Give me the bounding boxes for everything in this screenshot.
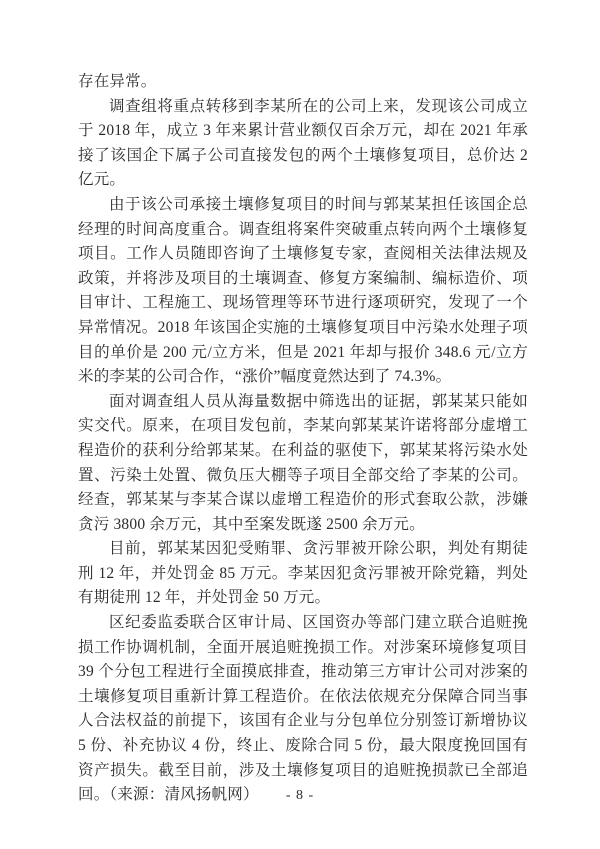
page-footer	[0, 786, 600, 804]
paragraph: 调查组将重点转移到李某所在的公司上来，发现该公司成立于 2018 年，成立 3 年来累计营业额仅百余万元，却在 2021 年承接了该国企下属子公司直接发包的两个土壤修复项目，总价达 2 亿元。	[78, 97, 528, 189]
page-number: - 8 -	[285, 788, 315, 803]
paragraph: 由于该公司承接土壤修复项目的时间与郭某某担任该国企总经理的时间高度重合。调查组将案件突破重点转向两个土壤修复项目。工作人员随即咨询了土壤修复专家，查阅相关法律法规及政策，并将涉及项目的土壤调查、修复方案编制、编标造价、项目审计、工程施工、现场管理等环节进行逐项研究，发现了一个异常情况。2018 年该国企实施的土壤修复项目中污染水处理子项目的单价是 200 元/立方米，但是 2021 年却与报价 348.6 元/立方米的李某的公司合作，“涨价”幅度竟然达到了 74.3%。	[78, 195, 528, 386]
paragraph: 面对调查组人员从海量数据中筛选出的证据，郭某某只能如实交代。原来，在项目发包前，李某向郭某某许诺将部分虚增工程造价的获利分给郭某某。在利益的驱使下，郭某某将污染水处置、污染土处置、微负压大棚等子项目全部交给了李某的公司。经查，郭某某与李某合谋以虚增工程造价的形式套取公款，涉嫌贪污 3800 余万元，其中至案发既遂 2500 余万元。	[78, 392, 528, 533]
paragraph: 目前，郭某某因犯受贿罪、贪污罪被开除公职，判处有期徒刑 12 年，并处罚金 85 万元。李某因犯贪污罪被开除党籍，判处有期徒刑 12 年，并处罚金 50 万元。	[78, 540, 528, 607]
paragraph: 存在异常。	[78, 73, 157, 90]
paragraph: 区纪委监委联合区审计局、区国资办等部门建立联合追赃挽损工作协调机制，全面开展追赃挽损工作。对涉案环境修复项目 39 个分包工程进行全面摸底排查，推动第三方审计公司对涉案的土壤修复项目重新计算工程造价。在依法依规充分保障合同当事人合法权益的前提下，该国有企业与分包单位分别签订新增协议 5 份、补充协议 4 份，终止、废除合同 5 份，最大限度挽回国有资产损失。截至目前，涉及土壤修复项目的追赃挽损款已全部追回。（来源：清风扬帆网）	[78, 614, 528, 804]
document-body	[78, 70, 528, 808]
